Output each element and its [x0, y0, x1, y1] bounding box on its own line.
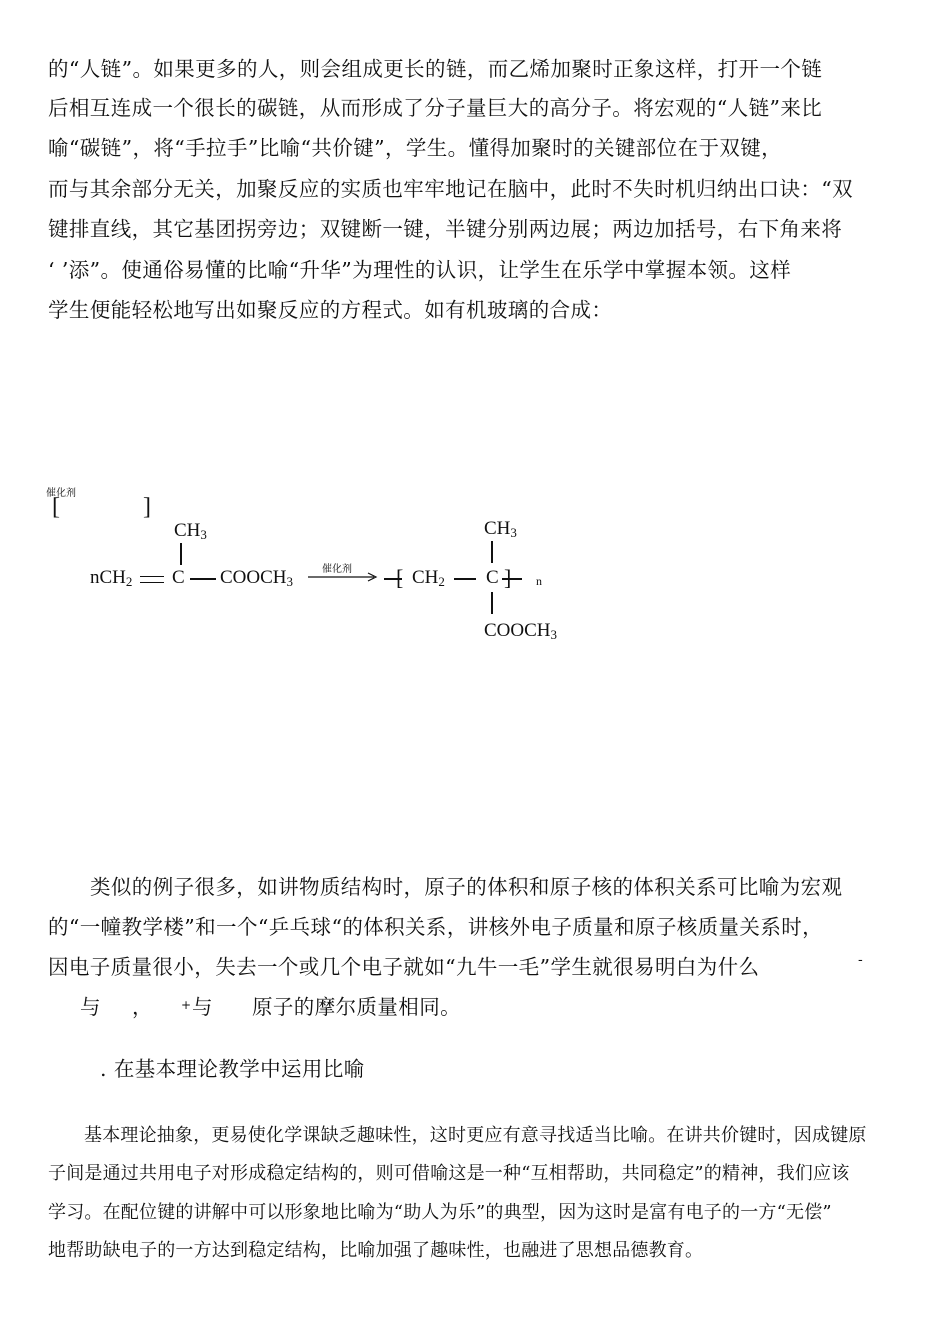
- para2-tail-yu1: 与: [80, 995, 101, 1019]
- para1-line-1: 的“人链”。如果更多的人，则会组成更长的链，而乙烯加聚时正象这样，打开一个链: [48, 57, 823, 81]
- catalyst-label-arrow: 催化剂: [322, 564, 352, 575]
- para1-line-5: 键排直线，其它基团拐旁边；双键断一键，半键分别两边展；两边加括号，右下角来将: [48, 217, 843, 241]
- para1-line-6: ‘ ’添”。使通俗易懂的比喻“升华”为理性的认识，让学生在乐学中掌握本领。这样: [48, 258, 792, 282]
- para3-line-1: 基本理论抽象，更易使化学课缺乏趣味性，这时更应有意寻找适当比喻。在讲共价键时，因成键原: [84, 1125, 867, 1146]
- single-bond-left: [190, 578, 216, 580]
- reactant-carbon: C: [172, 567, 185, 588]
- ion-charge-plus: +: [181, 998, 192, 1012]
- left-bracket: [: [52, 494, 60, 520]
- product-bond-right: [502, 578, 522, 580]
- reaction-arrow: [308, 572, 380, 582]
- bond-vertical-right-top: [491, 541, 493, 563]
- repeat-unit-n: n: [536, 574, 542, 588]
- methyl-group-right: $CH_3$: [484, 518, 517, 540]
- para2-line-3: 因电子质量很小，失去一个或几个电子就如“九牛一毛”学生就很易明白为什么: [48, 955, 760, 979]
- bond-vertical-left: [180, 543, 182, 565]
- para2-line-2: 的“一幢教学楼”和一个“乒乓球“的体积关系，讲核外电子质量和原子核质量关系时，: [48, 915, 824, 939]
- reactant-ch2: nCH$_2$: [90, 567, 133, 589]
- para1-line-2: 后相互连成一个很长的碳链，从而形成了分子量巨大的高分子。将宏观的“人链”来比: [48, 96, 823, 120]
- ester-group-right: $COOCH_3$: [484, 620, 558, 642]
- double-bond: [140, 576, 164, 583]
- para1-line-4: 而与其余部分无关，加聚反应的实质也牢牢地记在脑中，此时不失时机归纳出口诀：“双: [48, 177, 854, 201]
- product-bond-mid: [454, 578, 476, 580]
- para1-line-3: 喻“碳链”，将“手拉手”比喻“共价键”，学生。懂得加聚时的关键部位在于双键，: [48, 136, 783, 160]
- para3-line-3: 学习。在配位键的讲解中可以形象地比喻为“助人为乐”的典型，因为这时是富有电子的一方“无偿”: [48, 1202, 832, 1223]
- product-ch2: $CH_2$: [412, 567, 445, 589]
- para2-tail-comma: ，: [132, 995, 153, 1019]
- para3-line-4: 地帮助缺电子的一方达到稳定结构，比喻加强了趣味性，也融进了思想品德教育。: [48, 1240, 704, 1261]
- product-bracket-open: [: [396, 565, 404, 590]
- product-carbon: C: [486, 567, 499, 588]
- right-bracket: ]: [143, 494, 151, 520]
- para3-line-2: 子间是通过共用电子对形成稳定结构的，则可借喻这是一种“互相帮助，共同稳定”的精神，我们应该: [48, 1163, 850, 1184]
- bond-vertical-right-bottom: [491, 592, 493, 614]
- para1-line-7: 学生便能轻松地写出如聚反应的方程式。如有机玻璃的合成：: [48, 298, 613, 322]
- para2-tail-rest: 原子的摩尔质量相同。: [252, 995, 461, 1019]
- catalyst-label-top: 催化剂: [46, 488, 76, 499]
- para2-line-1: 类似的例子很多，如讲物质结构时，原子的体积和原子核的体积关系可比喻为宏观: [90, 875, 843, 899]
- reactant-ester: $COOCH_3$: [220, 567, 294, 589]
- methyl-group-left: $CH_3$: [174, 520, 207, 542]
- ion-charge-minus: -: [858, 952, 863, 968]
- section-heading: . 在基本理论教学中运用比喻: [100, 1057, 365, 1081]
- para2-tail-yu2: 与: [192, 995, 213, 1019]
